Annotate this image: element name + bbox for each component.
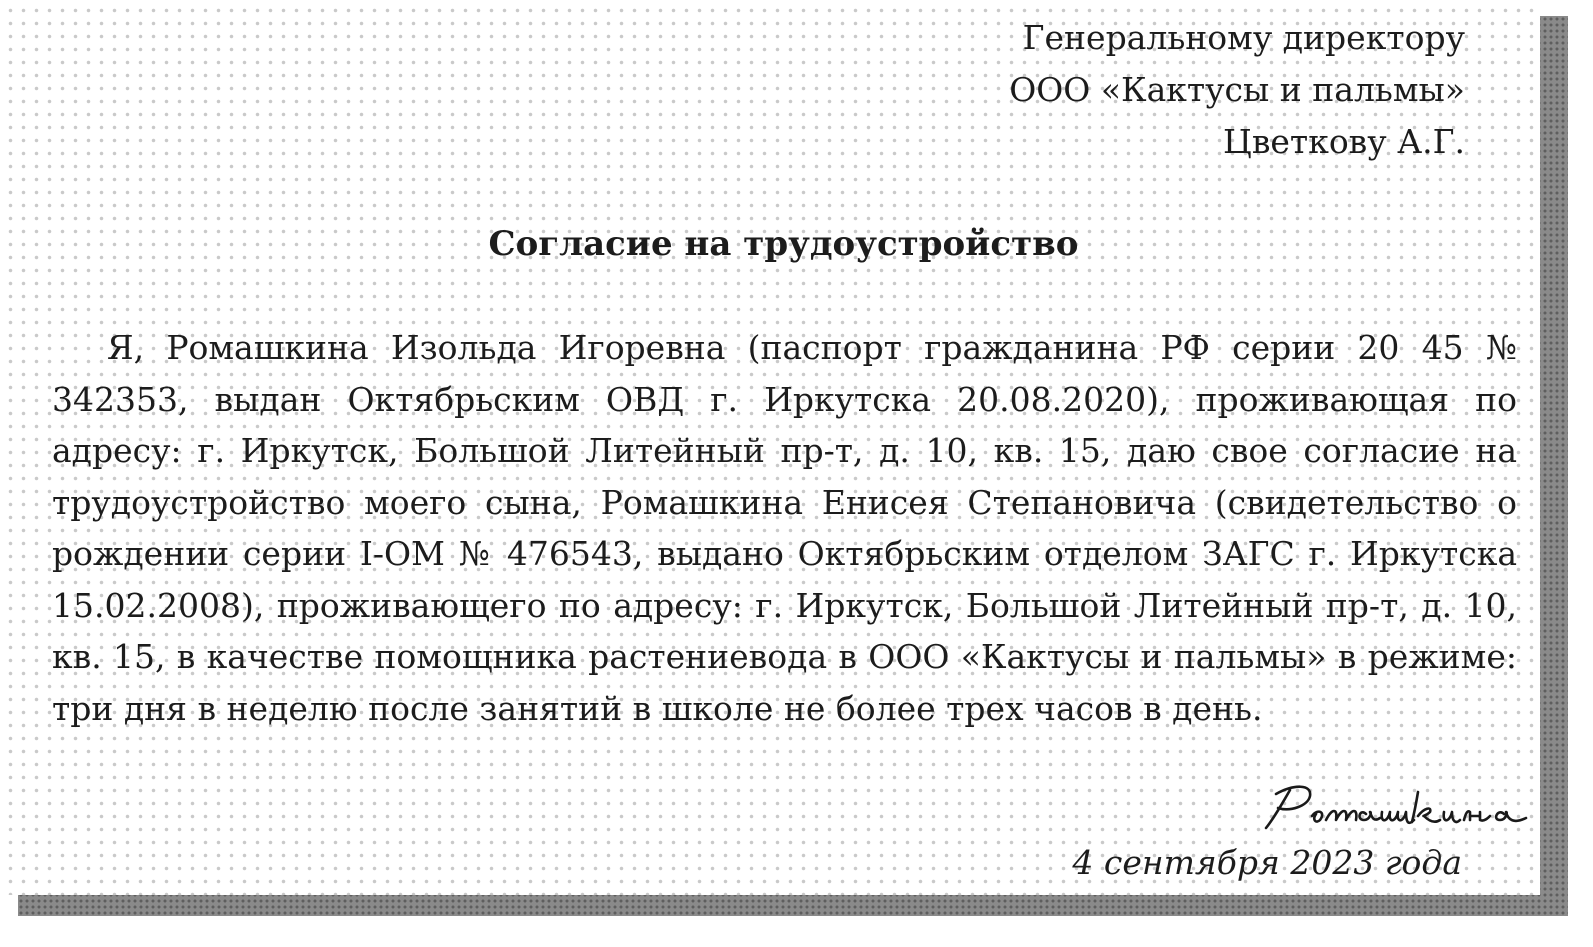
document-date: 4 сентября 2023 года — [1072, 843, 1462, 882]
addressee-name: Цветкову А.Г. — [1223, 122, 1465, 161]
handwritten-signature — [1260, 772, 1530, 838]
addressee-position: Генеральному директору — [1022, 18, 1465, 57]
document-title: Согласие на трудоустройство — [488, 224, 1079, 264]
addressee-block — [765, 12, 1465, 168]
addressee-company: ООО «Кактусы и пальмы» — [1009, 70, 1465, 109]
document-body: Я, Ромашкина Изольда Игоревна (паспорт гражданина РФ серии 20 45 № 342353, выдан Октябрьским ОВД г. Иркутска 20.08.2020), проживающая по адресу: г. Иркутск, Большой Литейный пр-т, д. 10, кв. 15, даю свое согласие на трудоустройство моего сына, Ромашкина Енисея Степановича (свидетельство о рождении серии I-ОМ № 476543, выдано Октябрьским отделом ЗАГС г. Иркутска 15.02.2008), проживающего по адресу: г. Иркутск, Большой Литейный пр-т, д. 10, кв. 15, в качестве помощника растениевода в ООО «Кактусы и пальмы» в режиме: три дня в неделю после занятий в школе не более трех часов в день. — [52, 328, 1517, 728]
